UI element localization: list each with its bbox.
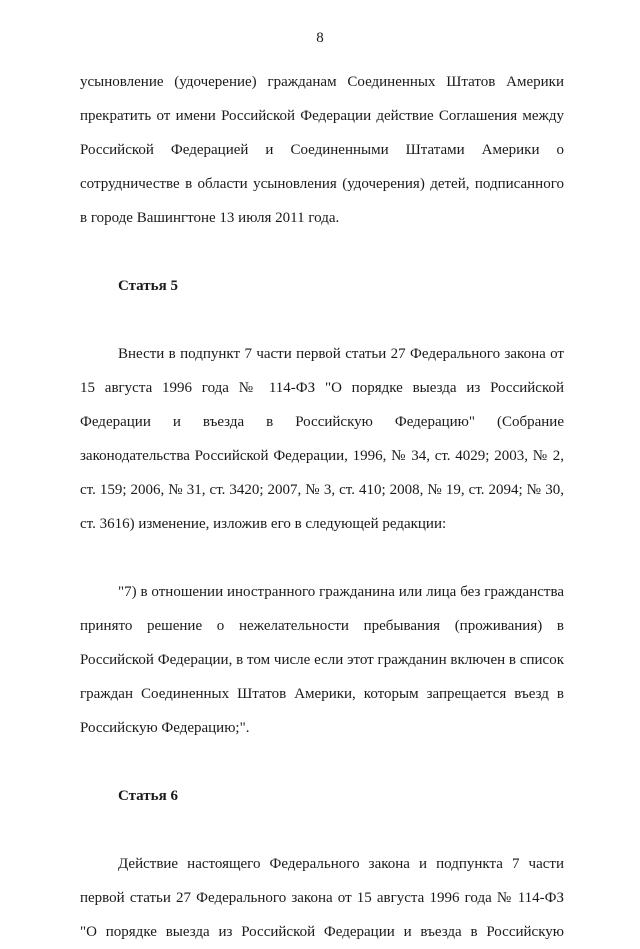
paragraph	[80, 575, 564, 745]
paragraph-line: прекратить от имени Российской Федерации действие Соглашения между	[80, 108, 564, 124]
paragraph-line: законодательства Российской Федерации, 1996, № 34, ст. 4029; 2003, № 2,	[80, 448, 564, 464]
paragraph-line: принято решение о нежелательности пребывания (проживания) в	[80, 618, 564, 634]
paragraph	[80, 847, 564, 949]
paragraph-line: сотрудничестве в области усыновления (удочерения) детей, подписанного	[80, 176, 564, 192]
paragraph-line: 15 августа 1996 года № 114-ФЗ "О порядке выезда из Российской	[80, 380, 564, 396]
paragraph-line: Российской Федерацией и Соединенными Штатами Америки о	[80, 142, 564, 158]
page-number: 8	[316, 30, 324, 46]
block-spacer	[80, 303, 564, 337]
paragraph-line: Федерации и въезда в Российскую Федерацию" (Собрание	[80, 414, 564, 430]
paragraph-line: "7) в отношении иностранного гражданина или лица без гражданства	[118, 584, 564, 600]
block-spacer	[80, 541, 564, 575]
paragraph-line: Внести в подпункт 7 части первой статьи 27 Федерального закона от	[118, 346, 564, 362]
paragraph-line: в городе Вашингтоне 13 июля 2011 года.	[80, 210, 340, 226]
paragraph-line: "О порядке выезда из Российской Федерации и въезда в Российскую	[80, 924, 564, 940]
paragraph-line: Действие настоящего Федерального закона и подпункта 7 части	[118, 856, 564, 872]
block-spacer	[80, 235, 564, 269]
paragraph-line: граждан Соединенных Штатов Америки, которым запрещается въезд в	[80, 686, 564, 702]
paragraph-line: Российскую Федерацию;".	[80, 720, 250, 736]
paragraph-line: ст. 159; 2006, № 31, ст. 3420; 2007, № 3, ст. 410; 2008, № 19, ст. 2094; № 30,	[80, 482, 564, 498]
paragraph-line: ст. 3616) изменение, изложив его в следующей редакции:	[80, 516, 447, 532]
article-heading: Статья 6	[118, 788, 178, 804]
block-spacer	[80, 745, 564, 779]
article-heading: Статья 5	[118, 278, 178, 294]
paragraph	[80, 65, 564, 235]
paragraph-line: Российской Федерации, в том числе если этот гражданин включен в список	[80, 652, 564, 668]
paragraph-line: усыновление (удочерение) гражданам Соединенных Штатов Америки	[80, 74, 564, 90]
block-spacer	[80, 813, 564, 847]
paragraph	[80, 337, 564, 541]
paragraph-line: первой статьи 27 Федерального закона от 15 августа 1996 года № 114-ФЗ	[80, 890, 564, 906]
document-body	[80, 65, 564, 949]
